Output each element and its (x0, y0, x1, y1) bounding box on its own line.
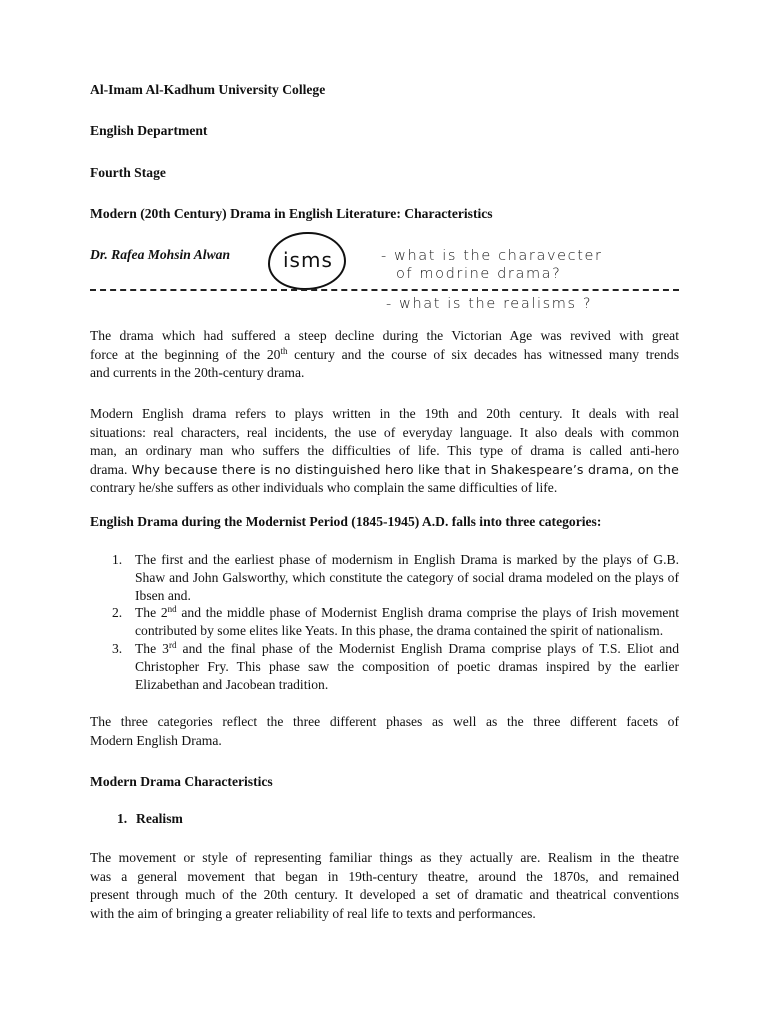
modernist-summary (90, 713, 679, 750)
handwritten-note-2: - what is the realisms ? (386, 296, 593, 312)
author-name: Dr. Rafea Mohsin Alwan (90, 247, 231, 262)
list-item (90, 640, 679, 693)
summary-line-1: The three categories reflect the three different phases as well as the three different facets of (90, 714, 679, 729)
realism-line-2: was a general movement that began in 19th-century theatre, around the 1870s, and remained (90, 868, 679, 884)
realism-paragraph (90, 849, 679, 923)
list-item-number: 3. (112, 640, 123, 656)
summary-line-2: Modern English Drama. (90, 732, 222, 748)
list-item-text: The first and the earliest phase of modernism in English Drama is marked by the plays of G.B. Shaw and John Galsworthy, which constitute the category of social drama modeled on the plays of Ibsen and. (135, 552, 679, 603)
subsection-number: 1. (117, 811, 128, 826)
intro-p2-line-5: contrary he/she suffers as other individuals who complain the same difficulties of life. (90, 480, 558, 496)
institution-name: Al-Imam Al-Kadhum University College (90, 82, 326, 97)
modernist-heading: English Drama during the Modernist Period (1845-1945) A.D. falls into three categories: (90, 514, 602, 529)
intro-p2-line-1: Modern English drama refers to plays written in the 19th and 20th century. It deals with real (90, 406, 679, 421)
characteristics-heading: Modern Drama Characteristics (90, 774, 273, 789)
handwritten-note-1-line-2: of modrine drama? (396, 266, 562, 282)
list-item-number: 2. (112, 605, 123, 621)
list-item-text: The 2nd and the middle phase of Modernist English drama comprise the plays of Irish movement contributed by some elites like Yeats. In this phase, the drama contained the spirit of nationalism. (135, 604, 679, 639)
realism-line-3: present through much of the 20th century. It developed a set of dramatic and theatrical conventions (90, 887, 679, 903)
intro-p1-line-3: and currents in the 20th-century drama. (90, 365, 305, 381)
handwritten-note-1-line-1: - what is the charavecter (381, 248, 603, 264)
intro-p1-line-2: force at the beginning of the 20th century and the course of six decades has witnessed many trends (90, 345, 679, 362)
document-title: Modern (20th Century) Drama in English Literature: Characteristics (90, 206, 493, 221)
subsection-title: Realism (136, 811, 183, 826)
list-item (90, 604, 679, 640)
intro-p2-line-2: situations: real characters, real incidents, the use of everyday language. It also deals with common (90, 424, 679, 440)
intro-paragraph-1 (90, 327, 679, 383)
modernist-phases-list (90, 551, 679, 693)
intro-p2-line-4: drama. Why because there is no distinguished hero like that in Shakespeare’s drama, on the (90, 461, 679, 477)
stage-label: Fourth Stage (90, 165, 166, 180)
list-item (90, 551, 679, 604)
realism-line-1: The movement or style of representing familiar things as they actually are. Realism in the theatre (90, 850, 679, 865)
intro-p2-line-3: man, an ordinary man who suffers the difficulties of life. This type of drama is called anti-hero (90, 443, 679, 459)
section-divider (90, 289, 679, 291)
list-item-text: The 3rd and the final phase of the Modernist English Drama comprise plays of T.S. Eliot and Christopher Fry. This phase saw the composition of poetic dramas inspired by the earlier Elizabethan and Jacobean tradition. (135, 639, 679, 692)
realism-line-4: with the aim of bringing a greater reliability of real life to texts and performances. (90, 905, 536, 921)
list-item-number: 1. (112, 552, 123, 567)
department-name: English Department (90, 123, 208, 138)
isms-handwritten-text: isms (283, 248, 333, 272)
intro-p1-line-1: The drama which had suffered a steep decline during the Victorian Age was revived with great (90, 328, 679, 343)
intro-paragraph-2 (90, 405, 679, 498)
